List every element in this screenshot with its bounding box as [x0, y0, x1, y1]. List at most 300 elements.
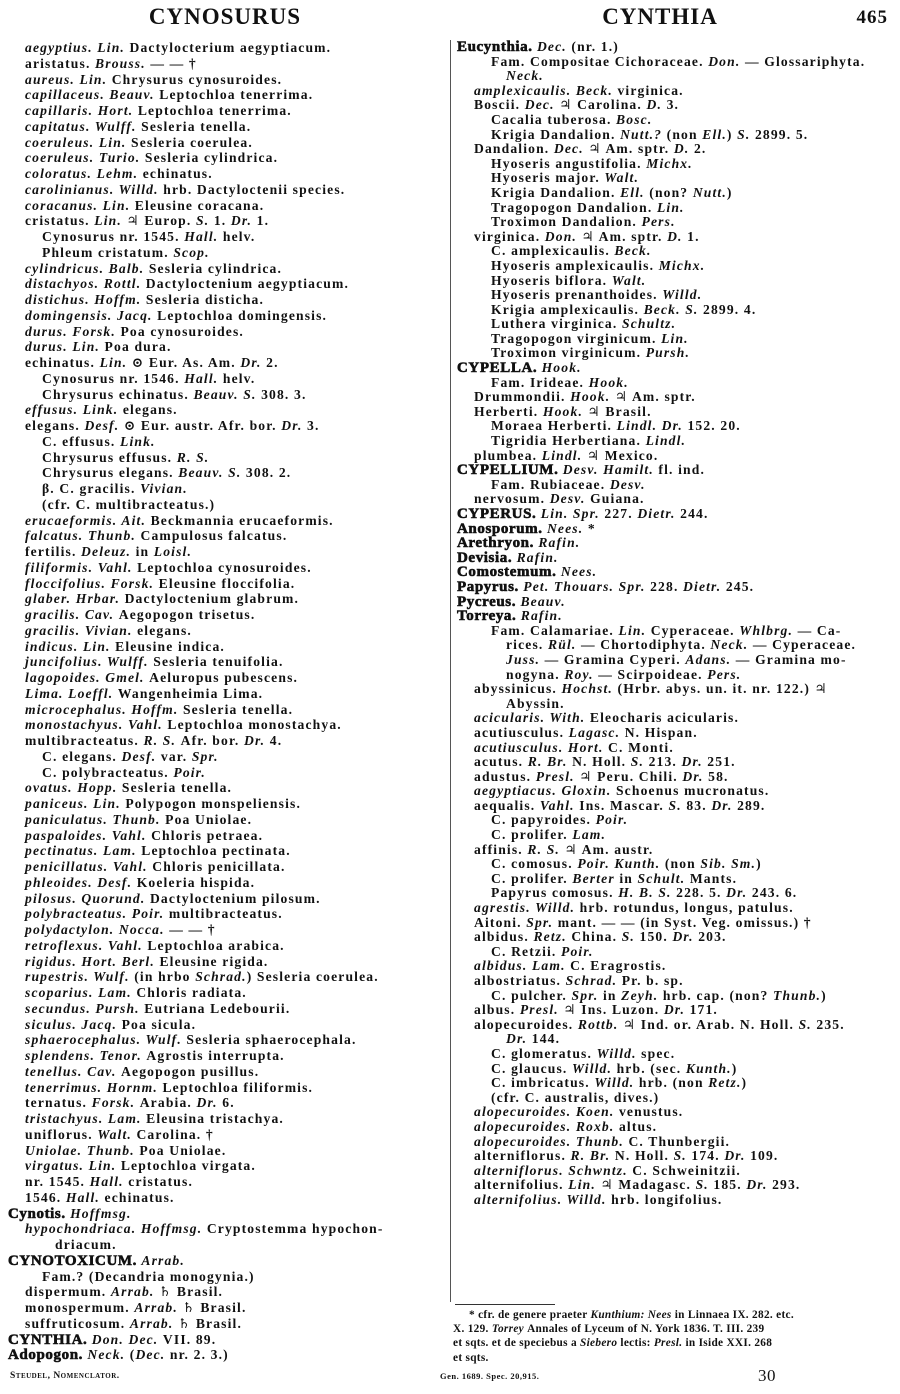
italic-text: Schrad. [195, 969, 247, 985]
entry-text: ternatus. [25, 1095, 92, 1111]
list-item [452, 317, 898, 332]
entry-text: Pr. b. sp. [621, 973, 684, 988]
list-item [0, 1284, 448, 1300]
list-item [452, 755, 898, 770]
entry-text: hrb. cap. (non? [662, 987, 773, 1003]
entry-text: affinis. [474, 841, 528, 857]
italic-text: Spr. [526, 914, 558, 930]
italic-text: Schult. [637, 870, 690, 886]
italic-text: Walt. [611, 272, 647, 288]
entry-text: Sesleria sphaerocephala. [186, 1032, 357, 1048]
entry-text: Wangenheimia Lima. [117, 685, 264, 701]
italic-text: Desv. Hamilt. [562, 462, 659, 478]
italic-text: Dr. [196, 1095, 223, 1111]
entry-text: ♃ Europ. [126, 213, 196, 229]
italic-text: Dr. [663, 1002, 690, 1018]
italic-text: Dietr. [637, 506, 681, 521]
entry-text: driacum. [55, 1237, 117, 1252]
entry-text: fertilis. [25, 544, 82, 559]
italic-text: Hoffmsg. [70, 1205, 132, 1221]
list-item [0, 843, 448, 859]
list-item [452, 1018, 898, 1033]
italic-text: Lin. [656, 199, 685, 215]
italic-text: Retz. [708, 1075, 742, 1091]
entry-text: alterniflorus. [474, 1148, 571, 1164]
genus-entry [0, 1347, 448, 1363]
entry-text: Afr. bor. [180, 733, 244, 748]
italic-text: Don. Dec. [91, 1331, 163, 1347]
italic-text: Spr. [571, 987, 603, 1003]
entry-text: — Ca- [797, 622, 842, 638]
italic-text: alopecuroides. Thunb. [474, 1133, 629, 1149]
entry-text: 6. [222, 1095, 235, 1111]
italic-text: coeruleus. Lin. [25, 134, 132, 150]
italic-text: S. [737, 126, 755, 142]
italic-text: indicus. Lin. [25, 638, 116, 654]
entry-text: 3. [666, 97, 680, 113]
entry-text: 308. 3. [261, 386, 307, 402]
italic-text: cylindricus. Balb. [25, 260, 149, 276]
entry-text: Troximon virginicum. [491, 345, 646, 361]
entry-text: monospermum. [25, 1300, 135, 1315]
list-item [0, 1064, 448, 1080]
list-item [0, 182, 448, 198]
list-item [0, 623, 448, 639]
entry-text: Fam. Rubiaceae. [491, 476, 610, 492]
italic-text: Pursh. [645, 345, 690, 361]
list-item [0, 717, 448, 733]
italic-text: Desf. [84, 418, 124, 433]
list-item [452, 959, 898, 974]
list-item [452, 288, 898, 303]
italic-text: tristachyus. Lam. [25, 1111, 147, 1126]
entry-text: et sqts. et de speciebus a [453, 1337, 581, 1350]
italic-text: durus. Forsk. [25, 323, 121, 339]
italic-text: gracilis. Vivian. [25, 622, 138, 638]
italic-text: Nutt. [692, 184, 727, 200]
list-item [452, 1047, 898, 1062]
list-item [0, 576, 448, 592]
entry-text: Krigia amplexicaulis. [491, 301, 644, 317]
italic-text: amplexicaulis. Beck. [474, 82, 618, 98]
entry-text: rices. [506, 637, 549, 653]
italic-text: Lin. [99, 355, 132, 370]
list-item [452, 142, 898, 157]
italic-text: Dr. [281, 418, 308, 433]
genus-entry [452, 40, 898, 55]
list-item [0, 119, 448, 135]
list-item [452, 69, 898, 84]
entry-text: ♃ Am. sptr. [581, 228, 668, 244]
entry-text: 2. [266, 355, 279, 370]
italic-text: Neck. [710, 637, 753, 653]
italic-text: Rafin. [538, 535, 581, 551]
italic-text: Michx. [658, 257, 706, 273]
list-item [452, 872, 898, 887]
italic-text: Walt. [97, 1126, 137, 1142]
entry-text: Aeluropus pubescens. [149, 670, 299, 685]
entry-text: 1546. [25, 1189, 66, 1205]
italic-text: Juss. [506, 651, 545, 667]
entry-text: Sesleria tenella. [141, 118, 252, 134]
italic-text: Link. [120, 433, 156, 449]
italic-text: Spr. [191, 748, 219, 764]
list-item [452, 799, 898, 814]
entry-text: Hyoseris major. [491, 170, 605, 186]
list-item [452, 492, 898, 507]
entry-text: C. amplexicaulis. [491, 243, 615, 259]
entry-text: 3. [307, 418, 320, 433]
list-item [0, 56, 448, 72]
entry-text: * cfr. de genere praeter [469, 1309, 591, 1321]
entry-text: hrb. longifolius. [611, 1191, 723, 1207]
entry-text: ) [821, 987, 827, 1003]
entry-text: — Scirpoideae. [598, 666, 708, 682]
entry-text: Cryptostemma hypochon- [206, 1221, 384, 1237]
italic-text: Schultz. [621, 316, 677, 332]
entry-text: Dactyloctenium aegyptiacum. [145, 276, 350, 292]
italic-text: Hall. [184, 229, 223, 244]
entry-text: China. [571, 929, 622, 945]
list-item [0, 544, 448, 560]
list-item [0, 639, 448, 655]
entry-text: helv. [222, 229, 256, 244]
italic-text: retroflexus. Vahl. [25, 937, 148, 953]
italic-text: Dr. [230, 213, 257, 229]
italic-text: distachyos. Rottl. [25, 276, 146, 292]
entry-text: in [619, 870, 638, 886]
italic-text: falcatus. Thunb. [25, 528, 141, 544]
entry-text: alternifolius. [474, 1177, 569, 1193]
italic-text: Presl. [519, 1002, 564, 1018]
entry-text: 171. [689, 1002, 718, 1018]
entry-text: et sqts. [453, 1351, 489, 1364]
entry-text: 203. [698, 929, 727, 945]
italic-text: Brouss. [95, 55, 151, 71]
entry-text: Dandalion. [474, 141, 554, 157]
right-column [452, 40, 898, 1208]
italic-text: tenellus. Cav. [25, 1063, 122, 1079]
italic-text: Hall. [184, 370, 223, 386]
italic-text: ovatus. Hopp. [25, 780, 122, 796]
italic-text: Desf. [121, 748, 161, 764]
list-item [452, 419, 898, 434]
entry-text: X. 129. [453, 1323, 492, 1336]
italic-text: polybracteatus. Poir. [25, 906, 169, 922]
list-item [452, 157, 898, 172]
entry-text: VII. 89. [162, 1331, 217, 1347]
entry-text: Poa dura. [104, 339, 172, 355]
entry-text: in Linnaea IX. 282. etc. [674, 1309, 794, 1321]
list-item [0, 765, 448, 781]
italic-text: tenerrimus. Hornm. [25, 1079, 163, 1095]
entry-text: Poa Uniolae. [165, 811, 253, 827]
genus-heading: CYPELLIUM. [457, 462, 563, 479]
entry-text: — Gramina mo- [735, 651, 847, 667]
footnote-line [453, 1308, 898, 1322]
list-item [0, 339, 448, 355]
list-item [452, 303, 898, 318]
list-item [0, 1237, 448, 1253]
italic-text: Poir. [595, 812, 629, 828]
italic-text: Nees. [560, 564, 598, 580]
genus-entry [0, 1332, 448, 1348]
entry-text: Eleusina tristachya. [146, 1111, 284, 1126]
entry-text: 58. [708, 768, 729, 784]
entry-text: Cyperaceae. [650, 622, 740, 638]
italic-text: coeruleus. Turio. [25, 150, 145, 166]
entry-text: C. prolifer. [491, 827, 573, 843]
list-item [452, 1164, 898, 1179]
italic-text: alterniflorus. Schwntz. [474, 1162, 633, 1178]
italic-text: Arrab. [129, 1315, 178, 1331]
entry-text: hrb. Dactyloctenii species. [163, 181, 346, 197]
italic-text: Vivian. [140, 481, 188, 496]
italic-text: Hook. [541, 360, 582, 376]
entry-text: uniflorus. [25, 1126, 98, 1142]
entry-text: Herberti. [474, 403, 543, 419]
list-item [0, 292, 448, 308]
entry-text: albidus. [474, 929, 534, 945]
italic-text: effusus. Link. [25, 402, 123, 418]
list-item [0, 733, 448, 749]
list-item [0, 1032, 448, 1048]
italic-text: Lin. Spr. [540, 506, 605, 521]
list-item [0, 481, 448, 497]
list-item [0, 686, 448, 702]
entry-text: ♃ Carolina. [559, 97, 647, 113]
entry-text: ♃ Mexico. [586, 447, 659, 463]
list-item [452, 1032, 898, 1047]
list-item [452, 449, 898, 464]
entry-text: — — † [150, 55, 197, 71]
entry-text: multibracteatus. [168, 906, 283, 922]
entry-text: (cfr. C. multibracteatus.) [42, 496, 216, 512]
italic-text: Dietr. [683, 578, 726, 594]
list-item [0, 87, 448, 103]
list-item [452, 726, 898, 741]
list-item [452, 1193, 898, 1208]
italic-text: Bosc. [616, 111, 653, 127]
list-item [452, 215, 898, 230]
entry-text: ) [756, 856, 762, 872]
italic-text: rigidus. Hort. Berl. [25, 953, 160, 969]
italic-text: capillaceus. Beauv. [25, 87, 160, 103]
italic-text: Dr. [240, 355, 267, 370]
entry-text: nr. 2. 3.) [169, 1347, 229, 1363]
italic-text: Lima. Loeffl. [25, 685, 118, 701]
genus-heading: CYPELLA. [457, 360, 542, 377]
italic-text: secundus. Pursh. [25, 1000, 145, 1016]
list-item [452, 974, 898, 989]
italic-text: Lindl. [645, 433, 687, 449]
entry-text: 174. [691, 1148, 725, 1164]
entry-text: β. C. gracilis. [42, 481, 141, 496]
running-head-right: CYNTHIA [602, 4, 718, 29]
entry-text: C. Thunbergii. [628, 1133, 731, 1149]
entry-text: C. glomeratus. [491, 1045, 597, 1061]
list-item [0, 355, 448, 371]
italic-text: Hook. [588, 374, 629, 390]
entry-text: hrb. rotundus, longus, patulus. [579, 900, 794, 916]
genus-heading: Comostemum. [457, 564, 561, 581]
list-item [452, 1105, 898, 1120]
genus-entry [452, 507, 898, 522]
italic-text: alopecuroides. Koen. [474, 1104, 619, 1120]
list-item [452, 653, 898, 668]
italic-text: D. [673, 141, 694, 157]
italic-text: S. [621, 929, 640, 945]
list-item [452, 1003, 898, 1018]
list-item [452, 1091, 898, 1106]
list-item [0, 1095, 448, 1111]
italic-text: rupestris. Wulf. [25, 969, 135, 985]
entry-text: (non? [649, 184, 693, 200]
list-item [0, 229, 448, 245]
list-item [0, 324, 448, 340]
italic-text: Beauv. S. [193, 386, 262, 402]
entry-text: echinatus. [25, 355, 100, 370]
signature-mark: 30 [758, 1366, 776, 1385]
italic-text: Beauv. S. [178, 465, 246, 481]
list-item [0, 906, 448, 922]
entry-text: Cacalia tuberosa. [491, 111, 617, 127]
entry-text: cristatus. [25, 213, 95, 229]
list-item [0, 875, 448, 891]
list-item [0, 245, 448, 261]
footnote-line [453, 1336, 898, 1350]
entry-text: 228. 5. [676, 885, 727, 901]
list-item [452, 128, 898, 143]
list-item [452, 98, 898, 113]
entry-text: 2899. 4. [703, 301, 757, 317]
italic-text: Willd. [662, 287, 703, 303]
list-item [0, 40, 448, 56]
italic-text: paniculatus. Thunb. [25, 811, 166, 827]
italic-text: Loisl. [153, 544, 192, 559]
entry-text: Chrysurus elegans. [42, 465, 179, 481]
column-divider [450, 40, 451, 1302]
entry-text: mant. — — (in Syst. Veg. omissus.) † [557, 914, 812, 930]
list-item [0, 465, 448, 481]
entry-text: Hyoseris prenanthoides. [491, 287, 663, 303]
list-item [452, 989, 898, 1004]
footnote-line [453, 1322, 898, 1336]
italic-text: Lindl. [541, 447, 587, 463]
italic-text: Torrey [491, 1323, 528, 1336]
italic-text: phleoides. Desf. [25, 874, 137, 890]
list-item [0, 891, 448, 907]
list-item [0, 828, 448, 844]
list-item [452, 1178, 898, 1193]
italic-text: Don. [708, 53, 745, 69]
entry-text: suffruticosum. [25, 1315, 130, 1331]
italic-text: Roy. [564, 666, 599, 682]
italic-text: Poir. [173, 764, 206, 780]
list-item [452, 186, 898, 201]
italic-text: Dr. [682, 768, 709, 784]
entry-text: Moraea Herberti. [491, 418, 617, 434]
list-item [0, 198, 448, 214]
list-item [0, 72, 448, 88]
entry-text: (non [664, 856, 701, 872]
running-head-left: CYNOSURUS [148, 4, 302, 29]
italic-text: Dec. [524, 97, 560, 113]
entry-text: C. Retzii. [491, 943, 562, 959]
entry-text: C. glaucus. [491, 1060, 573, 1076]
italic-text: D. [646, 97, 667, 113]
italic-text: aureus. Lin. [25, 71, 112, 87]
entry-text: helv. [222, 370, 256, 386]
entry-text: ♃ Ind. or. Arab. N. Holl. [622, 1016, 799, 1032]
entry-text: C. polybracteatus. [42, 764, 174, 780]
list-item [0, 1316, 448, 1332]
list-item [452, 113, 898, 128]
italic-text: Dr. [746, 1177, 773, 1193]
footnote-line [453, 1351, 898, 1365]
list-item [0, 387, 448, 403]
entry-text: 243. 6. [751, 885, 798, 901]
italic-text: D. [667, 228, 688, 244]
italic-text: Nees. [546, 520, 588, 536]
italic-text: Dr. [724, 1148, 751, 1164]
entry-text: Hyoseris biflora. [491, 272, 612, 288]
entry-text: 109. [750, 1148, 779, 1164]
entry-text: Hyoseris angustifolia. [491, 155, 647, 171]
italic-text: paniceus. Lin. [25, 796, 126, 811]
entry-text: Aitoni. [474, 914, 527, 930]
italic-text: coracanus. Lin. [25, 197, 135, 213]
entry-text: N. Holl. [572, 754, 631, 770]
entry-text: 185. [713, 1177, 747, 1193]
genus-entry [452, 609, 898, 624]
entry-text: Sesleria cylindrica. [144, 150, 279, 166]
entry-text: albus. [474, 1002, 520, 1018]
entry-text: Krigia Dandalion. [491, 126, 621, 142]
entry-text: Chrysurus echinatus. [42, 386, 194, 402]
entry-text: C. elegans. [42, 748, 122, 764]
entry-text: Leptochloa monostachya. [167, 717, 342, 733]
list-item [0, 1143, 448, 1159]
list-item [452, 901, 898, 916]
entry-text: virginica. [617, 82, 684, 98]
list-item [452, 376, 898, 391]
entry-text: 1. [687, 228, 700, 244]
entry-text: venustus. [618, 1104, 684, 1120]
entry-text: 2. [693, 141, 707, 157]
italic-text: Hall. [65, 1189, 105, 1205]
italic-text: capillaris. Hort. [25, 103, 138, 118]
entry-text: Agrostis interrupta. [146, 1048, 285, 1063]
italic-text: Arrab. [141, 1252, 185, 1268]
list-item [0, 969, 448, 985]
entry-text: C. comosus. [491, 856, 578, 872]
italic-text: penicillatus. Vahl. [25, 859, 153, 874]
list-item [452, 230, 898, 245]
list-item [0, 1269, 448, 1285]
italic-text: Siebero [580, 1337, 621, 1350]
entry-text: Krigia Dandalion. [491, 184, 621, 200]
entry-text: — — † [169, 922, 216, 937]
italic-text: H. B. S. [618, 885, 677, 901]
italic-text: S. [630, 754, 649, 770]
list-item [452, 843, 898, 858]
italic-text: Vahl. [539, 797, 580, 813]
entry-text: Chloris penicillata. [152, 859, 286, 874]
italic-text: Ell. [702, 126, 727, 142]
italic-text: gracilis. Cav. [25, 607, 119, 622]
italic-text: Zeyh. [621, 987, 663, 1003]
